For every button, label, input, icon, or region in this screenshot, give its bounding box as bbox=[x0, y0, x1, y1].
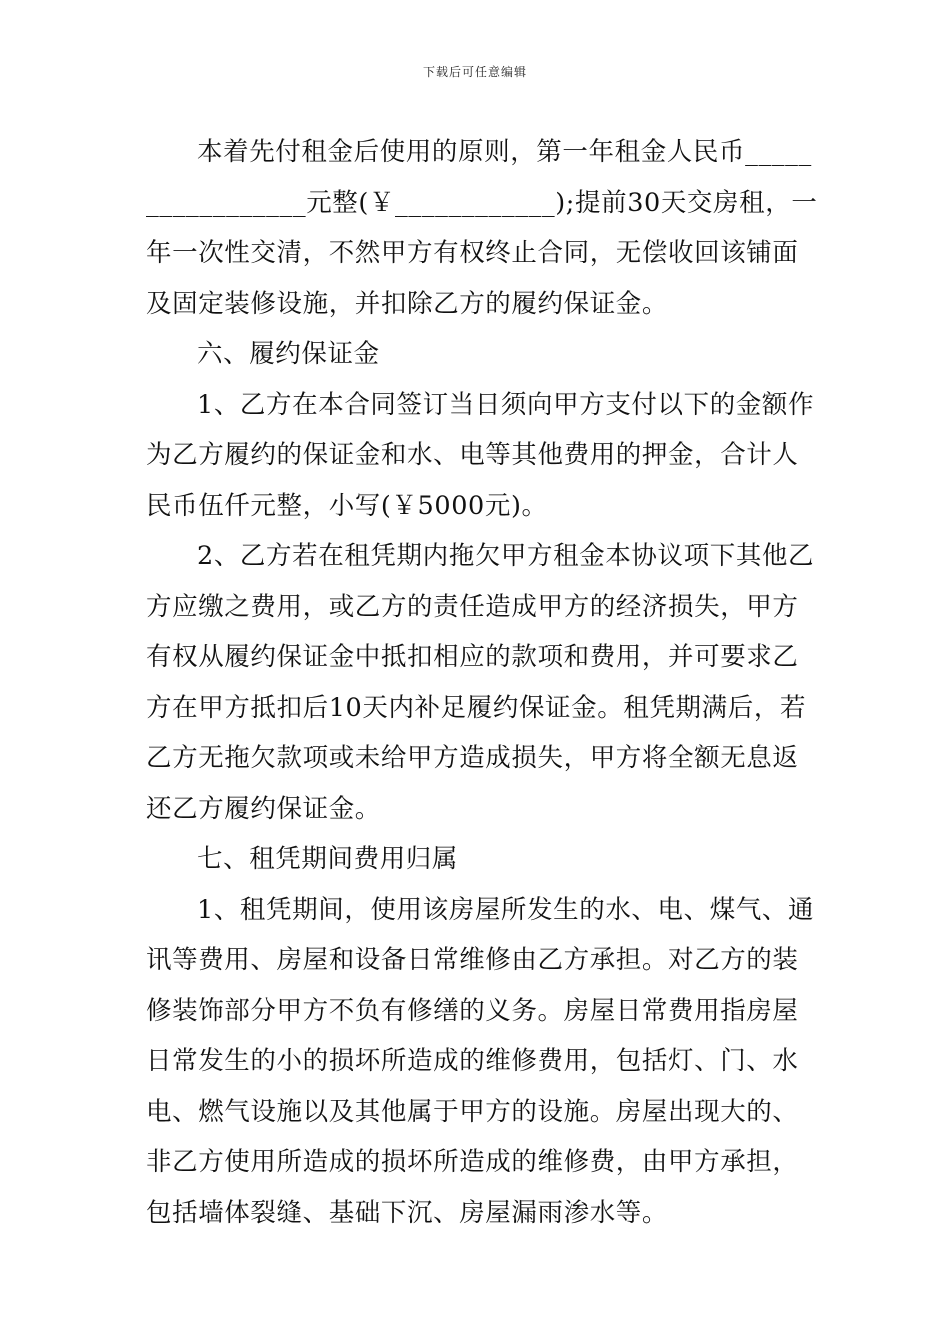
document-body bbox=[146, 127, 818, 1238]
text-line: 1、租凭期间，使用该房屋所发生的水、电、煤气、通 bbox=[197, 894, 815, 925]
text-line: 电、燃气设施以及其他属于甲方的设施。房屋出现大的、 bbox=[146, 1096, 799, 1127]
text-line: 民币伍仟元整，小写(￥5000元)。 bbox=[146, 490, 548, 521]
text-line: 1、乙方在本合同签订当日须向甲方支付以下的金额作 bbox=[197, 389, 815, 420]
text-line: 为乙方履约的保证金和水、电等其他费用的押金，合计人 bbox=[146, 440, 799, 470]
text-line: 乙方无拖欠款项或未给甲方造成损失，甲方将全额无息返 bbox=[146, 743, 799, 773]
text-line: 非乙方使用所造成的损坏所造成的维修费，由甲方承担， bbox=[146, 1147, 799, 1177]
page-header: 下载后可任意编辑 bbox=[422, 65, 527, 79]
text-line: 还乙方履约保证金。 bbox=[146, 793, 381, 824]
text-line: 讯等费用、房屋和设备日常维修由乙方承担。对乙方的装 bbox=[146, 945, 799, 975]
text-line: 及固定装修设施，并扣除乙方的履约保证金。 bbox=[146, 288, 669, 319]
text-line: 修装饰部分甲方不负有修缮的义务。房屋日常费用指房屋 bbox=[146, 995, 799, 1026]
text-line: 方应缴之费用，或乙方的责任造成甲方的经济损失，甲方 bbox=[146, 591, 799, 622]
text-line: ____________元整(￥____________);提前30天交房租，一 bbox=[146, 187, 818, 218]
section-heading: 六、履约保证金 bbox=[197, 339, 380, 369]
text-line: 日常发生的小的损坏所造成的维修费用，包括灯、门、水 bbox=[146, 1046, 799, 1076]
text-line: 有权从履约保证金中抵扣相应的款项和费用，并可要求乙 bbox=[146, 642, 799, 672]
text-line: 包括墙体裂缝、基础下沉、房屋漏雨渗水等。 bbox=[146, 1197, 669, 1228]
section-heading: 七、租凭期间费用归属 bbox=[197, 844, 459, 874]
text-line: 本着先付租金后使用的原则，第一年租金人民币_____ bbox=[197, 137, 812, 167]
text-line: 2、乙方若在租凭期内拖欠甲方租金本协议项下其他乙 bbox=[197, 541, 815, 571]
text-line: 年一次性交清，不然甲方有权终止合同，无偿收回该铺面 bbox=[146, 238, 799, 268]
text-line: 方在甲方抵扣后10天内补足履约保证金。租凭期满后，若 bbox=[146, 692, 807, 723]
